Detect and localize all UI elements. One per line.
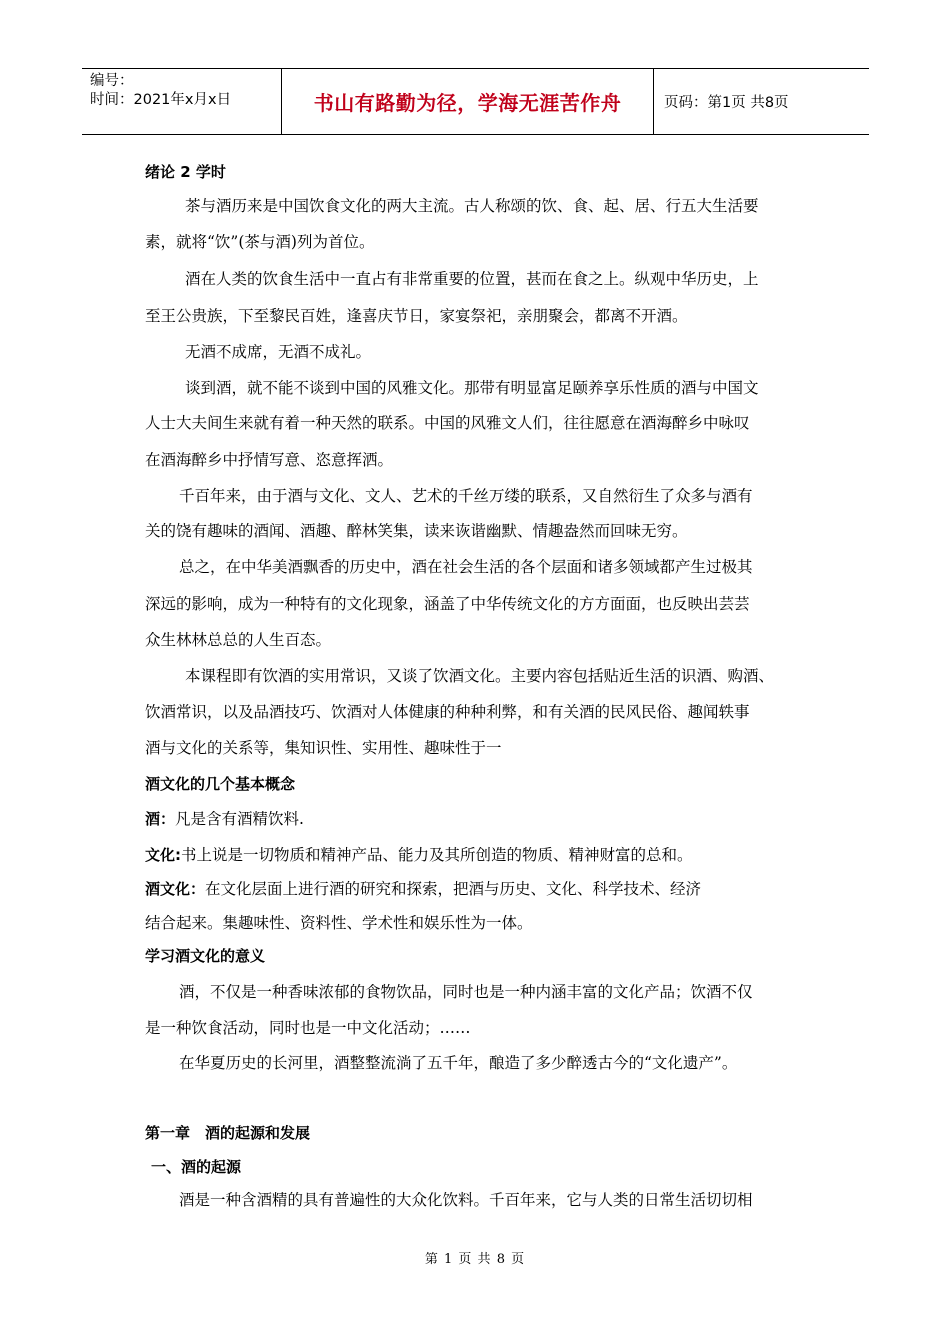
paragraph-line: 人士大夫间生来就有着一种天然的联系。中国的风雅文人们，往往愿意在酒海醉乡中咏叹 — [145, 414, 750, 432]
paragraph-line: 素，就将“饮”(茶与酒)列为首位。 — [145, 233, 375, 251]
paragraph-line: 众生林林总总的人生百态。 — [145, 631, 332, 649]
paragraph-line: 酒是一种含酒精的具有普遍性的大众化饮料。千百年来，它与人类的日常生活切切相 — [179, 1191, 753, 1209]
concepts-heading: 酒文化的几个基本概念 — [145, 775, 296, 793]
paragraph-line: 在酒海醉乡中抒情写意、恣意挥洒。 — [145, 451, 394, 469]
paragraph-line: 酒在人类的饮食生活中一直占有非常重要的位置，甚而在食之上。纵观中华历史，上 — [185, 270, 759, 288]
document-number-label: 编号： — [90, 73, 134, 89]
definition-text: 凡是含有酒精饮料. — [175, 810, 304, 828]
paragraph-line: 茶与酒历来是中国饮食文化的两大主流。古人称颂的饮、食、起、居、行五大生活要 — [185, 197, 759, 215]
definition-term: 酒文化： — [145, 880, 206, 898]
section-heading: 一、酒的起源 — [151, 1158, 242, 1176]
document-time-label: 时间：2021年x月x日 — [90, 92, 232, 108]
paragraph-line: 结合起来。集趣味性、资料性、学术性和娱乐性为一体。 — [145, 914, 533, 932]
header-meta — [82, 69, 282, 134]
paragraph-line: 千百年来，由于酒与文化、文人、艺术的千丝万缕的联系，又自然衍生了众多与酒有 — [179, 487, 753, 505]
header-page-info: 页码：第1页 共8页 — [664, 95, 789, 111]
page-footer: 第 1 页 共 8 页 — [424, 1252, 526, 1267]
page-header — [82, 68, 869, 135]
header-motto: 书山有路勤为径，学海无涯苦作舟 — [282, 69, 654, 134]
paragraph-line: 是一种饮食活动，同时也是一中文化活动；…… — [145, 1019, 471, 1037]
chapter-heading: 第一章 酒的起源和发展 — [145, 1124, 311, 1142]
definition-wine-culture — [145, 879, 701, 899]
paragraph-line: 深远的影响，成为一种特有的文化现象，涵盖了中华传统文化的方方面面，也反映出芸芸 — [145, 595, 750, 613]
paragraph-line: 谈到酒，就不能不谈到中国的风雅文化。那带有明显富足颐养享乐性质的酒与中国文 — [185, 379, 759, 397]
paragraph-line: 本课程即有饮酒的实用常识，又谈了饮酒文化。主要内容包括贴近生活的识酒、购酒、 — [185, 667, 775, 685]
paragraph-line: 饮酒常识，以及品酒技巧、饮酒对人体健康的种种利弊，和有关酒的民风民俗、趣闻轶事 — [145, 703, 750, 721]
paragraph-line: 无酒不成席，无酒不成礼。 — [185, 343, 372, 361]
definition-term: 酒： — [145, 810, 176, 828]
paragraph-line: 关的饶有趣味的酒闻、酒趣、醉林笑集，读来诙谐幽默、情趣盎然而回味无穷。 — [145, 522, 688, 540]
paragraph-line: 总之，在中华美酒飘香的历史中，酒在社会生活的各个层面和诸多领域都产生过极其 — [179, 558, 753, 576]
definition-wine — [145, 809, 304, 829]
paragraph-line: 酒与文化的关系等，集知识性、实用性、趣味性于一 — [145, 739, 502, 757]
intro-heading: 绪论 2 学时 — [145, 163, 226, 181]
meaning-heading: 学习酒文化的意义 — [145, 947, 266, 965]
definition-term: 文化: — [145, 846, 181, 864]
paragraph-line: 酒，不仅是一种香味浓郁的食物饮品，同时也是一种内涵丰富的文化产品；饮酒不仅 — [179, 983, 753, 1001]
definition-culture — [145, 845, 693, 865]
definition-text: 在文化层面上进行酒的研究和探索，把酒与历史、文化、科学技术、经济 — [205, 880, 702, 898]
paragraph-line: 在华夏历史的长河里，酒整整流淌了五千年，酿造了多少醉透古今的“文化遗产”。 — [179, 1054, 738, 1072]
paragraph-line: 至王公贵族，下至黎民百姓，逢喜庆节日，家宴祭祀，亲朋聚会，都离不开酒。 — [145, 307, 688, 325]
definition-text: 书上说是一切物质和精神产品、能力及其所创造的物质、精神财富的总和。 — [181, 846, 693, 864]
